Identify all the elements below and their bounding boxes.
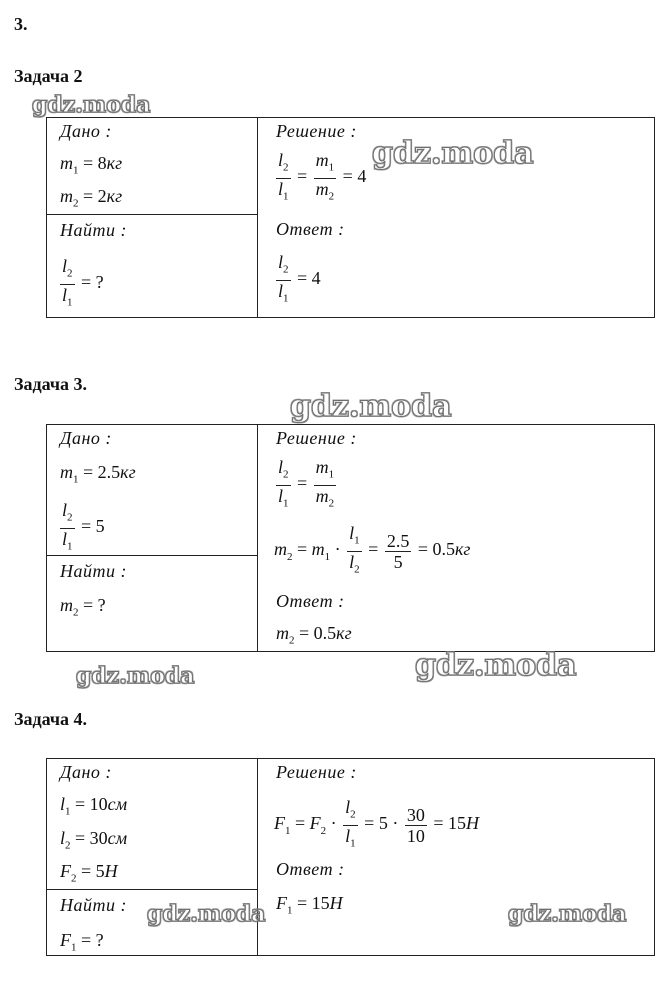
task-3-given-ratio: $\frac{l_2}{l_1}$ = 5 (62, 500, 105, 553)
task-4-given-label: Дано : (60, 762, 112, 782)
unit-N: Н (465, 813, 479, 834)
task-4-answer-formula: $F_1 = 15Н$ (276, 893, 343, 917)
unit-kg: кг (106, 153, 123, 173)
task-2-answer-formula: $\frac{l_2}{l_1}$ = 4 (278, 252, 321, 305)
task-4-given-F2: $F_2 = 5Н$ (60, 861, 118, 885)
task-2-hdivider (46, 214, 257, 215)
page-number: 3. (14, 14, 28, 34)
task-4-solution-label: Решение : (276, 762, 357, 782)
task-3-given-label: Дано : (60, 428, 112, 448)
task-2-given-label: Дано : (60, 121, 112, 141)
task-3-answer-label: Ответ : (276, 591, 345, 611)
unit-N: Н (329, 893, 343, 913)
task-2-find-label: Найти : (60, 220, 127, 240)
unit-kg: кг (336, 623, 352, 643)
task-2-divider (257, 117, 258, 318)
task-2-find-value: = ? (81, 272, 104, 293)
unit-N: Н (104, 861, 118, 881)
task-3-divider (257, 424, 258, 652)
watermark: gdz.moda (372, 136, 534, 171)
task-2-solution-label: Решение : (276, 121, 357, 141)
task-2-solution-formula: $\frac{l_2}{l_1}$ = $\frac{m_1}{m_2}$ = 4 (278, 150, 367, 203)
task-2-answer-value: = 4 (297, 268, 321, 289)
task-2-given-m1: $m_1 = 8кг$ (60, 153, 123, 177)
unit-cm: см (107, 828, 128, 848)
unit-kg: кг (120, 462, 136, 482)
task-2-solution-value: = 4 (342, 166, 367, 187)
task-3-solution-label: Решение : (276, 428, 357, 448)
task-4-solution-formula: $F_1 = F_2$ · $\frac{l_2}{l_1}$ = 5 · $\frac{30}{10}$ = 15Н (274, 797, 479, 850)
task-3-find-formula: $m_2$ = ? (60, 595, 106, 619)
watermark: gdz.moda (32, 92, 151, 118)
unit-kg: кг (454, 539, 471, 560)
task-3-title: Задача 3. (14, 374, 88, 394)
task-3-answer-formula: $m_2 = 0.5кг$ (276, 623, 352, 647)
task-4-title: Задача 4. (14, 709, 88, 729)
task-4-given-l1: $l_1 = 10см$ (60, 794, 128, 818)
watermark: gdz.moda (147, 901, 266, 927)
task-2-given-m2: $m_2 = 2кг$ (60, 186, 123, 210)
task-3-solution-line1: $\frac{l_2}{l_1}$ = $\frac{m_1}{m_2}$ (278, 457, 335, 510)
watermark: gdz.moda (508, 901, 627, 927)
task-2-answer-label: Ответ : (276, 219, 345, 239)
task-3-solution-line2: $m_2 = m_1$ · $\frac{l_1}{l_2}$ = $\frac{2.5}{5}$ = 0.5кг (274, 523, 471, 576)
task-4-answer-label: Ответ : (276, 859, 345, 879)
task-2-table (46, 117, 655, 318)
unit-cm: см (107, 794, 128, 814)
task-2-find-formula: $\frac{l_2}{l_1}$ = ? (62, 256, 104, 309)
watermark: gdz.moda (76, 663, 195, 689)
watermark: gdz.moda (290, 389, 452, 424)
task-4-given-l2: $l_2 = 30см$ (60, 828, 128, 852)
task-4-find-formula: $F_1$ = ? (60, 930, 104, 954)
watermark: gdz.moda (415, 648, 577, 683)
task-2-title: Задача 2 (14, 66, 83, 86)
unit-kg: кг (106, 186, 123, 206)
task-3-find-label: Найти : (60, 561, 127, 581)
task-4-hdivider (46, 889, 257, 890)
task-3-given-m1: $m_1 = 2.5кг$ (60, 462, 136, 486)
task-4-find-label: Найти : (60, 895, 127, 915)
